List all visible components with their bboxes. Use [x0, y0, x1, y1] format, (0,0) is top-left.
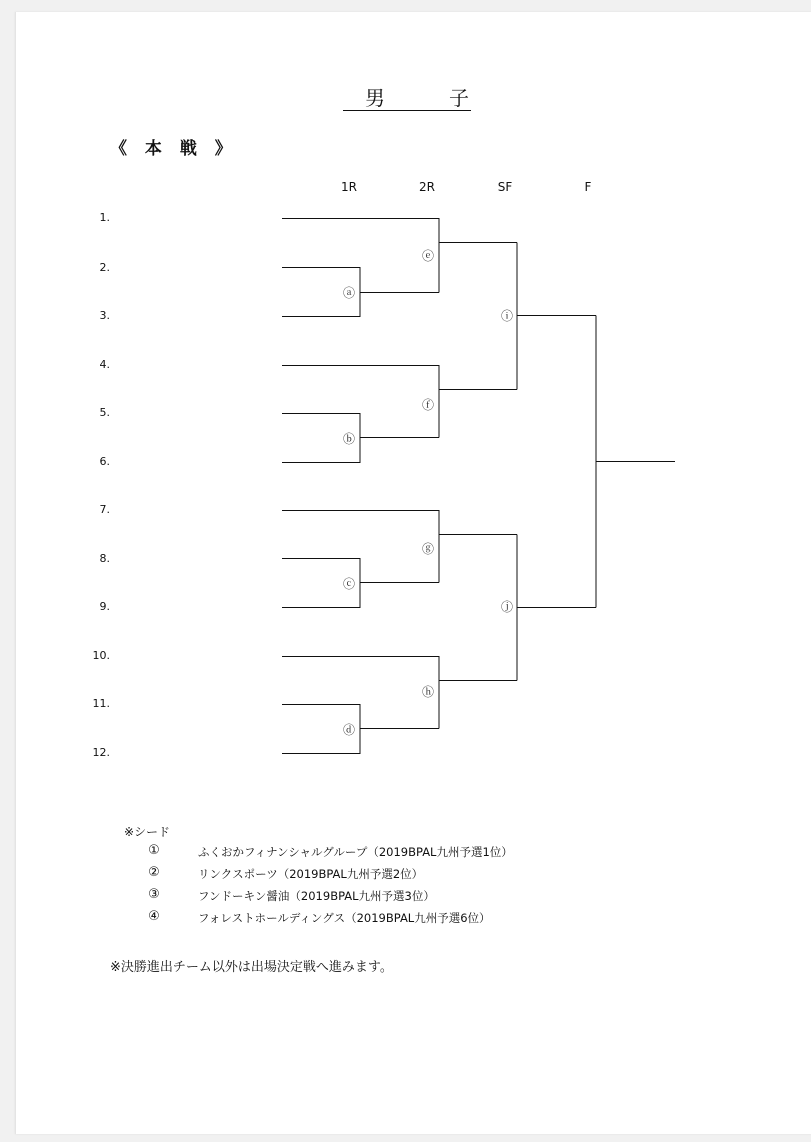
- slot-label: 6.: [99, 455, 110, 468]
- slot-label: 2.: [99, 261, 110, 274]
- match-label-j: ⓙ: [500, 600, 514, 614]
- match-label-g: ⓖ: [421, 542, 435, 556]
- round-label-sf: SF: [497, 180, 513, 194]
- match-label-f: ⓕ: [421, 398, 435, 412]
- seed-team-name: リンクスポーツ（2019BPAL九州予選2位）: [198, 867, 424, 881]
- seed-team-name: フンドーキン醤油（2019BPAL九州予選3位）: [198, 889, 435, 903]
- bracket-line-sf-j: [517, 535, 596, 681]
- match-label-h: ⓗ: [421, 685, 435, 699]
- bracket-line-2r-e: [282, 219, 517, 293]
- seed-heading: ※シード: [124, 825, 171, 839]
- slot-label: 5.: [99, 406, 110, 419]
- bracket-line-2r-h: [282, 657, 517, 729]
- match-label-a: ⓐ: [342, 286, 356, 300]
- match-label-i: ⓘ: [500, 309, 514, 323]
- round-label-1r: 1R: [341, 180, 357, 194]
- seed-team-name: フォレストホールディングス（2019BPAL九州予選6位）: [198, 911, 491, 925]
- footnote: ※決勝進出チーム以外は出場決定戦へ進みます。: [110, 960, 393, 975]
- slot-label: 11.: [92, 697, 110, 710]
- page-title: 男 子: [343, 86, 471, 111]
- seed-mark: ②: [148, 865, 160, 880]
- section-heading: 《 本 戦 》: [110, 139, 238, 159]
- slot-label: 7.: [99, 503, 110, 516]
- bracket-line-1r-b: [282, 414, 439, 463]
- slot-label: 12.: [92, 746, 110, 759]
- match-label-b: ⓑ: [342, 432, 356, 446]
- slot-label: 4.: [99, 358, 110, 371]
- slot-label: 3.: [99, 309, 110, 322]
- bracket-line-1r-c: [282, 559, 439, 608]
- bracket-line-final: [596, 316, 675, 608]
- match-label-d: ⓓ: [342, 723, 356, 737]
- seed-mark: ④: [148, 909, 160, 924]
- bracket-line-2r-g: [282, 511, 517, 583]
- seed-team-name: ふくおかフィナンシャルグループ（2019BPAL九州予選1位）: [198, 845, 513, 859]
- seed-mark: ③: [148, 887, 160, 902]
- slot-label: 9.: [99, 600, 110, 613]
- bracket-line-1r-a: [282, 268, 439, 317]
- seed-mark: ①: [148, 843, 160, 858]
- round-label-2r: 2R: [419, 180, 435, 194]
- bracket-line-2r-f: [282, 366, 517, 438]
- slot-label: 1.: [99, 211, 110, 224]
- slot-label: 8.: [99, 552, 110, 565]
- round-label-f: F: [584, 180, 592, 194]
- match-label-c: ⓒ: [342, 577, 356, 591]
- slot-label: 10.: [92, 649, 110, 662]
- match-label-e: ⓔ: [421, 249, 435, 263]
- bracket-line-sf-i: [517, 243, 596, 390]
- bracket-line-1r-d: [282, 705, 439, 754]
